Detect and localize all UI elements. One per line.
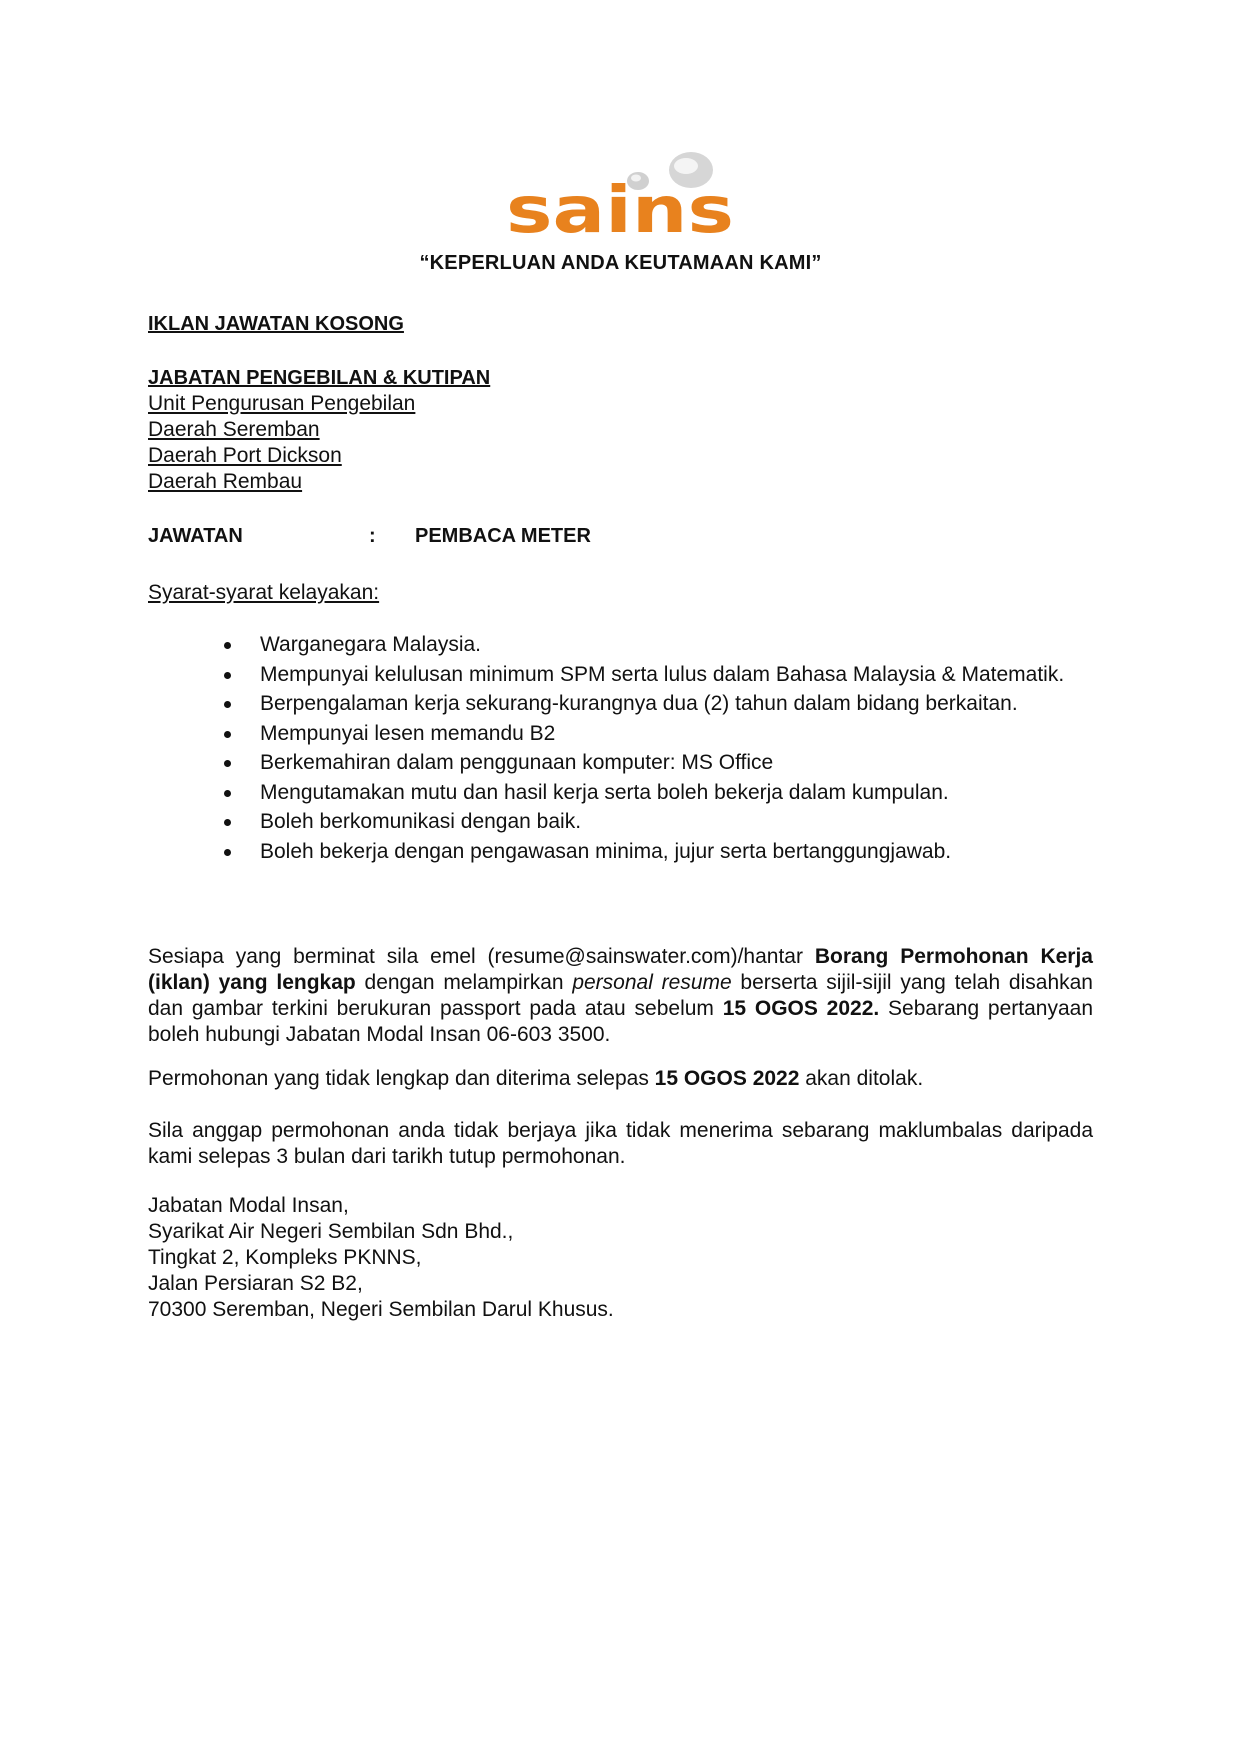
requirement-text: Mempunyai kelulusan minimum SPM serta lulus dalam Bahasa Malaysia & Matematik. bbox=[260, 662, 1065, 686]
address-line: 70300 Seremban, Negeri Sembilan Darul Khusus. bbox=[148, 1298, 614, 1321]
bullet-icon bbox=[224, 701, 231, 708]
requirements-title: Syarat-syarat kelayakan: bbox=[148, 581, 380, 604]
requirement-text: Warganegara Malaysia. bbox=[260, 633, 481, 656]
text-run: dengan melampirkan bbox=[355, 971, 573, 994]
requirement-text: Berkemahiran dalam penggunaan komputer: MS Office bbox=[260, 751, 774, 774]
position-value: PEMBACA METER bbox=[415, 525, 591, 547]
department-unit: Daerah Rembau bbox=[148, 470, 303, 493]
late-application-notice bbox=[148, 1066, 1093, 1092]
requirement-text: Boleh bekerja dengan pengawasan minima, jujur serta bertanggungjawab. bbox=[260, 839, 952, 863]
ad-heading: IKLAN JAWATAN KOSONG bbox=[148, 313, 404, 335]
requirement-item bbox=[148, 660, 1093, 690]
position-colon: : bbox=[369, 525, 376, 547]
address-block bbox=[148, 1193, 1093, 1323]
bullet-icon bbox=[224, 849, 231, 856]
requirement-item bbox=[148, 807, 1093, 837]
requirements-list bbox=[148, 630, 1093, 866]
requirement-item bbox=[148, 689, 1093, 719]
department-section bbox=[148, 365, 1093, 495]
requirement-text: Boleh berkomunikasi dengan baik. bbox=[260, 810, 582, 833]
bullet-icon bbox=[224, 819, 231, 826]
deadline-date: 15 OGOS 2022 bbox=[654, 1067, 800, 1090]
requirement-item bbox=[148, 719, 1093, 749]
requirement-item bbox=[148, 778, 1093, 808]
requirement-text: Berpengalaman kerja sekurang-kurangnya dua (2) tahun dalam bidang berkaitan. bbox=[260, 692, 1018, 715]
bullet-icon bbox=[224, 672, 231, 679]
requirement-text: Mempunyai lesen memandu B2 bbox=[260, 721, 556, 745]
bullet-icon bbox=[224, 642, 231, 649]
form-name-emphasis: Borang Permohonan Kerja (iklan) yang lengkap bbox=[148, 945, 1093, 994]
text-run: Sebarang pertanyaan boleh hubungi Jabatan Modal Insan 06-603 3500. bbox=[148, 997, 1094, 1046]
text-run: akan ditolak. bbox=[799, 1067, 924, 1090]
deadline-date: 15 OGOS 2022. bbox=[722, 997, 880, 1020]
bullet-icon bbox=[224, 731, 231, 738]
text-run: Sesiapa yang berminat sila emel (resume@sainswater.com)/hantar bbox=[148, 945, 815, 968]
position-label: JAWATAN bbox=[148, 525, 243, 547]
text-run: Permohonan yang tidak lengkap dan diterima selepas bbox=[148, 1067, 655, 1090]
company-tagline: “KEPERLUAN ANDA KEUTAMAAN KAMI” bbox=[419, 252, 822, 274]
logo-wordmark: sains bbox=[506, 174, 734, 238]
address-line: Syarikat Air Negeri Sembilan Sdn Bhd., bbox=[148, 1220, 514, 1243]
address-line: Jalan Persiaran S2 B2, bbox=[148, 1272, 363, 1295]
resume-emphasis: personal resume bbox=[572, 971, 732, 994]
address-line: Tingkat 2, Kompleks PKNNS, bbox=[148, 1246, 422, 1269]
application-instructions bbox=[148, 944, 1093, 1048]
text-run: berserta sijil-sijil yang telah disahkan dan gambar terkini berukuran passport pada atau sebelum bbox=[148, 971, 1093, 1020]
department-title: JABATAN PENGEBILAN & KUTIPAN bbox=[148, 367, 491, 389]
requirement-text: Mengutamakan mutu dan hasil kerja serta boleh bekerja dalam kumpulan. bbox=[260, 780, 949, 804]
address-line: Jabatan Modal Insan, bbox=[148, 1194, 349, 1217]
department-unit: Unit Pengurusan Pengebilan bbox=[148, 392, 416, 415]
unsuccessful-notice: Sila anggap permohonan anda tidak berjaya jika tidak menerima sebarang maklumbalas daripada kami selepas 3 bulan dari tarikh tutup permohonan. bbox=[148, 1119, 1093, 1168]
requirement-item bbox=[148, 630, 1093, 660]
requirement-item bbox=[148, 837, 1093, 867]
requirement-item bbox=[148, 748, 1093, 778]
bullet-icon bbox=[224, 790, 231, 797]
department-unit: Daerah Port Dickson bbox=[148, 444, 342, 467]
department-unit: Daerah Seremban bbox=[148, 418, 320, 441]
sains-logo bbox=[488, 148, 752, 238]
bullet-icon bbox=[224, 760, 231, 767]
